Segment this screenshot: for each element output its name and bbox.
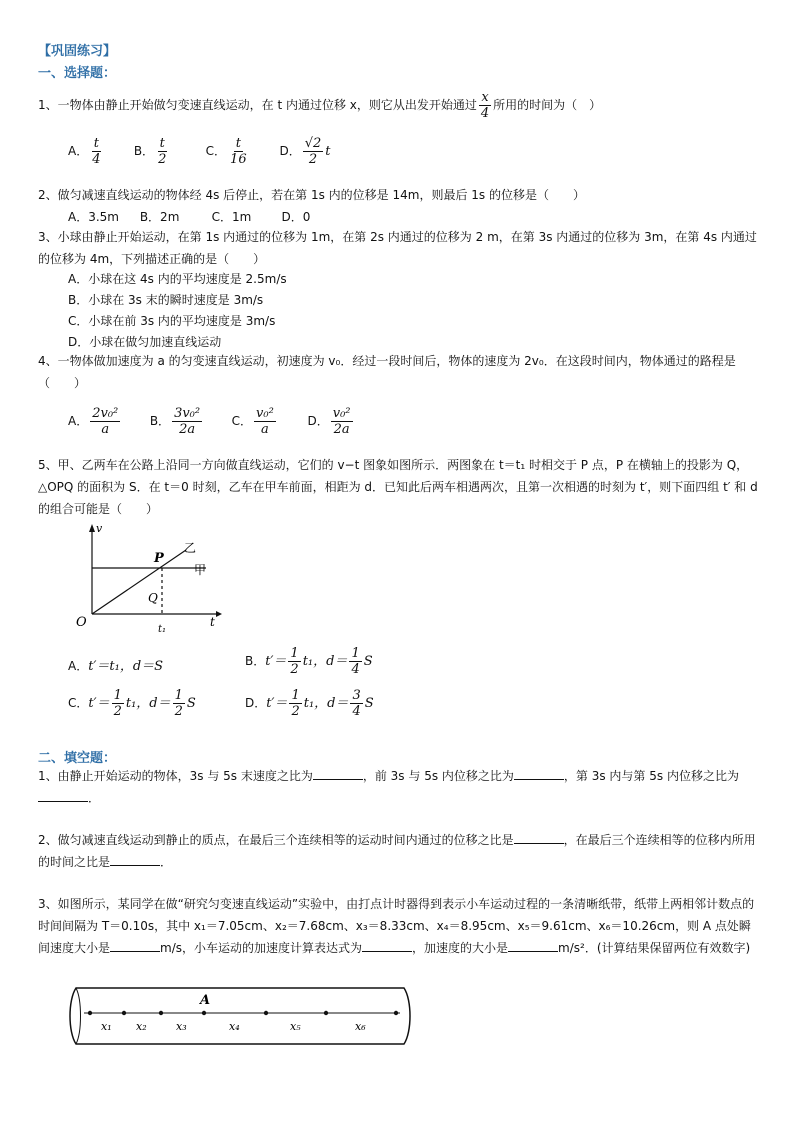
tape-label-x4: x₄ [229,1020,240,1033]
f2-blank-1[interactable] [514,831,564,844]
expr-post: S [364,696,374,711]
tape-point [88,1011,92,1015]
frac-num: 1 [113,688,122,703]
f3-text-c: ，加速度的大小是 [412,941,509,955]
f2-text-b: ，在最后三个连续相等的位移内所用的时间之比是 [38,833,756,869]
option-label: A． [68,144,89,158]
f1-blank-3[interactable] [38,789,88,802]
frac-den: 16 [230,152,247,167]
tape-point [264,1011,268,1015]
section-tag: 【巩固练习】 [38,44,117,59]
v-axis-arrow [89,524,95,532]
tape-point [122,1011,126,1015]
frac-den: a [261,422,269,437]
f1-text-d: ． [88,791,101,805]
q5-option-c[interactable] [68,688,196,719]
frac-den: 4 [351,662,360,677]
option-label: D． [307,414,329,428]
tape-label-x1: x₁ [101,1020,112,1033]
f1-text-c: ，第 3s 内与第 5s 内位移之比为 [563,769,739,783]
tape-outline [70,988,410,1044]
f1-blank-1[interactable] [313,767,363,780]
q2-option-a[interactable]: A．3.5m [68,210,119,224]
q2-options [68,208,321,225]
tape-point-a [202,1011,206,1015]
q1-text-b: 所用的时间为（ ） [493,98,602,112]
q1-option-b[interactable] [134,136,202,167]
f1-text-a: 1、由静止开始运动的物体，3s 与 5s 末速度之比为 [38,769,313,783]
expr-post: S [363,654,373,669]
frac-den: 2 [290,662,299,677]
option-label: C． [68,696,89,710]
f3-text-d: m/s²．(计算结果保留两位有效数字) [558,941,751,955]
frac-den: 2a [333,422,350,437]
f2-blank-2[interactable] [110,853,160,866]
fill-1 [38,765,758,809]
q1-options [68,136,359,167]
q1-option-d[interactable] [279,136,359,167]
label-yi: 乙 [184,541,197,555]
tape-label-x3: x₃ [176,1020,187,1033]
f2-text-c: ． [160,855,173,869]
tape-point [324,1011,328,1015]
frac-den: 4 [352,704,361,719]
frac-den: 2 [308,152,318,167]
q3-option-c[interactable]: C．小球在前 3s 内的平均速度是 3m/s [68,314,276,328]
question-1-stem [38,90,601,121]
frac-num: v₀² [256,406,274,421]
paper-tape-figure [68,982,414,1050]
frac-num: 1 [291,688,300,703]
label-t1: t₁ [158,624,167,635]
f3-text-a: 3、如图所示，某同学在做“研究匀变速直线运动”实验中，由打点计时器得到表示小车运动过程的一条清晰纸带，纸带上两相邻计数点的时间间隔为 T＝0.10s，其中 x₁＝7.05cm、x₂＝7.68cm、x₃＝8.33cm、x₄＝8.95cm、x₅＝9.61cm、x₆＝10.26cm，则 A 点处瞬间速度大小是 [38,897,755,955]
f3-blank-1[interactable] [110,939,160,952]
frac-num: 1 [290,646,299,661]
frac-num: 3 [352,688,361,703]
expr-pre: t′＝ [265,654,287,669]
tape-label-x6: x₆ [355,1020,366,1033]
expr-pre: t′＝ [88,696,110,711]
frac-den: 2a [179,422,196,437]
expr-mid: t₁，d＝ [303,696,349,711]
tape-label-x2: x₂ [136,1020,147,1033]
f3-blank-3[interactable] [508,939,558,952]
label-o: O [76,615,87,630]
fill-3 [38,893,758,959]
tape-point [394,1011,398,1015]
option-suffix: t [325,144,331,159]
question-3-stem: 3、小球由静止开始运动，在第 1s 内通过的位移为 1m，在第 2s 内通过的位移为 2 m，在第 3s 内通过的位移为 3m，在第 4s 内通过的位移为 4m，下列描述正确的是（ ） [38,230,757,266]
line-yi [92,550,186,614]
label-q: Q [148,591,158,605]
frac-den: 2 [158,152,167,167]
f2-text-a: 2、做匀减速直线运动到静止的质点，在最后三个连续相等的运动时间内通过的位移之比是 [38,833,514,847]
option-label: D． [279,144,301,158]
q4-option-a[interactable] [68,406,146,437]
frac-num: t [235,136,241,151]
q1-fraction [479,90,491,121]
frac-num: 1 [351,646,360,661]
expr-pre: t′＝ [266,696,288,711]
frac-num: t [93,136,99,151]
tape-label-x5: x₅ [290,1020,301,1033]
option-label: D． [245,696,267,710]
option-label: A． [68,414,89,428]
t-axis-arrow [216,611,222,617]
q1-option-c[interactable] [206,136,276,167]
frac-den: a [101,422,110,437]
q2-option-c[interactable]: C．1m [211,210,252,224]
q3-option-d[interactable]: D．小球在做匀加速直线运动 [68,335,222,349]
q4-option-b[interactable] [150,406,228,437]
q2-option-b[interactable]: B．2m [139,210,180,224]
f3-text-b: m/s，小车运动的加速度计算表达式为 [160,941,363,955]
q2-option-d[interactable]: D．0 [281,210,311,224]
frac-num: 3v₀² [174,406,201,421]
option-label: A． [68,659,89,673]
f1-text-b: ，前 3s 与 5s 内位移之比为 [362,769,514,783]
option-expr: t′＝t₁，d＝S [88,659,164,674]
f3-blank-2[interactable] [362,939,412,952]
frac-den: 2 [113,704,122,719]
question-4-stem: 4、一物体做加速度为 a 的匀变速直线运动，初速度为 v₀．经过一段时间后，物体的速度为 2v₀．在这段时间内，物体通过的路程是 （ ） [38,354,760,390]
option-label: C． [231,414,253,428]
label-v: v [96,522,103,535]
section-title-fill: 二、填空题： [38,751,117,766]
q3-option-a[interactable]: A．小球在这 4s 内的平均速度是 2.5m/s [68,272,287,286]
option-label: C． [205,144,227,158]
q1-text-a: 1、一物体由静止开始做匀变速直线运动，在 t 内通过位移 x，则它从出发开始通过 [38,98,477,112]
expr-mid: t₁，d＝ [125,696,171,711]
question-5-stem: 5、甲、乙两车在公路上沿同一方向做直线运动，它们的 v−t 图象如图所示．两图象在 t＝t₁ 时相交于 P 点，P 在横轴上的投影为 Q，△OPQ 的面积为 S．在 t＝0 时刻，乙车在甲车前面，相距为 d．已知此后两车相遇两次，且第一次相遇的时刻为 t′，则下面四组 t′ 和 d 的组合可能是（ ） [38,458,758,516]
f1-blank-2[interactable] [514,767,564,780]
question-2-stem: 2、做匀减速直线运动的物体经 4s 后停止，若在第 1s 内的位移是 14m，则最后 1s 的位移是（ ） [38,188,585,202]
vt-graph [66,518,236,638]
q4-option-c[interactable] [232,406,304,437]
label-p: P [154,551,164,566]
option-label: B． [245,654,266,668]
q5-option-d[interactable] [245,688,374,719]
frac-den: 2 [291,704,300,719]
q4-options [68,406,379,437]
q5-option-a[interactable] [68,655,163,674]
q5-option-b[interactable] [245,646,373,677]
q1-option-a[interactable] [68,136,130,167]
frac-num: √2 [304,136,322,151]
expr-mid: t₁，d＝ [302,654,348,669]
frac-num: t [159,136,165,151]
label-jia: 甲 [194,563,207,577]
q1-frac-den: 4 [480,106,490,121]
q3-option-b[interactable]: B．小球在 3s 末的瞬时速度是 3m/s [68,293,264,307]
tape-left-edge [76,988,81,1044]
section-title-choice: 一、选择题： [38,66,117,81]
fill-2 [38,829,758,873]
frac-num: 2v₀² [92,406,119,421]
tape-point [159,1011,163,1015]
expr-post: S [186,696,196,711]
frac-den: 2 [174,704,183,719]
frac-den: 4 [92,152,101,167]
q4-option-d[interactable] [307,406,379,437]
label-t: t [210,615,215,629]
tape-label-a: A [200,993,211,1008]
frac-num: 1 [174,688,183,703]
option-label: B． [133,144,155,158]
frac-num: v₀² [332,406,351,421]
q1-frac-num: x [481,90,489,105]
option-label: B． [149,414,171,428]
